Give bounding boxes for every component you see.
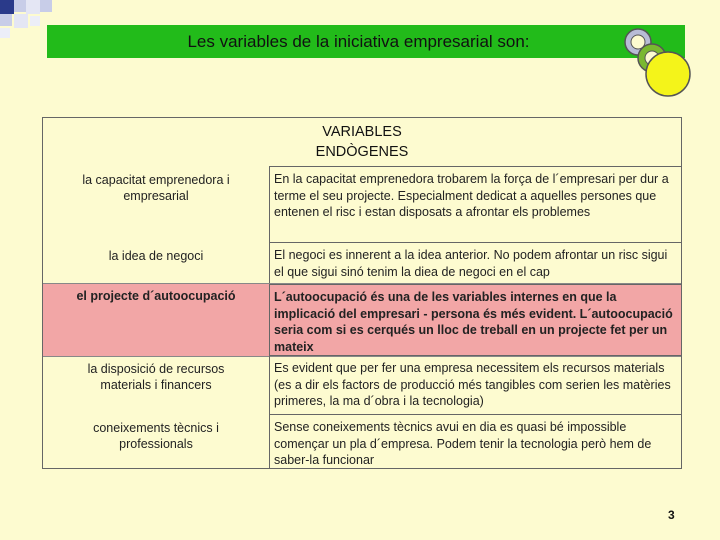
corner-square-decor [14, 14, 28, 28]
variables-table [42, 117, 682, 469]
variable-name: coneixements tècnics i professionals [93, 421, 219, 451]
table-row [43, 355, 681, 414]
variable-description: Es evident que per fer una empresa necessitem els recursos materials (es a dir els factors de producció més tangibles com serien les matèries primeres, la ma d´obra i la tecnologia) [269, 355, 681, 414]
corner-square-decor [0, 28, 10, 38]
slide-title: Les variables de la iniciativa empresarial son: [187, 31, 530, 51]
table-row [43, 414, 681, 468]
variable-description: Sense coneixements tècnics avui en dia es quasi bé impossible començar un pla d´empresa. Podem tenir la tecnologia però hem de saber-la funcionar [269, 414, 681, 468]
table-header [43, 118, 681, 166]
corner-square-decor [30, 16, 40, 26]
corner-square-decor [26, 0, 40, 14]
corner-square-decor [0, 0, 14, 14]
variable-name: la disposició de recursos materials i financers [87, 362, 225, 392]
variable-description: L´autoocupació és una de les variables internes en que la implicació del empresari - persona és més evident. L´autoocupació seria com si es cerqués un lloc de treball en un projecte fet per un mateix [269, 284, 681, 356]
corner-square-decor [14, 0, 26, 12]
table-row [43, 166, 681, 242]
header-line-2: ENDÒGENES [315, 144, 409, 160]
corner-square-decor [0, 14, 12, 26]
table-row [43, 242, 681, 283]
variable-name: la idea de negoci [108, 249, 204, 263]
page-number: 3 [668, 508, 675, 522]
variable-name: el projecte d´autoocupació [76, 289, 236, 303]
variable-description: En la capacitat emprenedora trobarem la força de l´empresari per dur a terme el seu projecte. Especialment dedicat a aquelles persones que entenen el risc i estan disposats a afrontar els problemes [269, 166, 681, 242]
corner-square-decor [40, 0, 52, 12]
variable-description: El negoci es innerent a la idea anterior. No podem afrontar un risc sigui el que sigui sinó tenim la diea de negoci en el cap [269, 242, 681, 283]
header-line-1: VARIABLES [322, 124, 402, 140]
variable-name: la capacitat emprenedora i empresarial [82, 173, 230, 203]
rings-decoration-icon [612, 22, 702, 106]
table-row-highlighted [43, 283, 681, 357]
title-bar [47, 25, 685, 58]
